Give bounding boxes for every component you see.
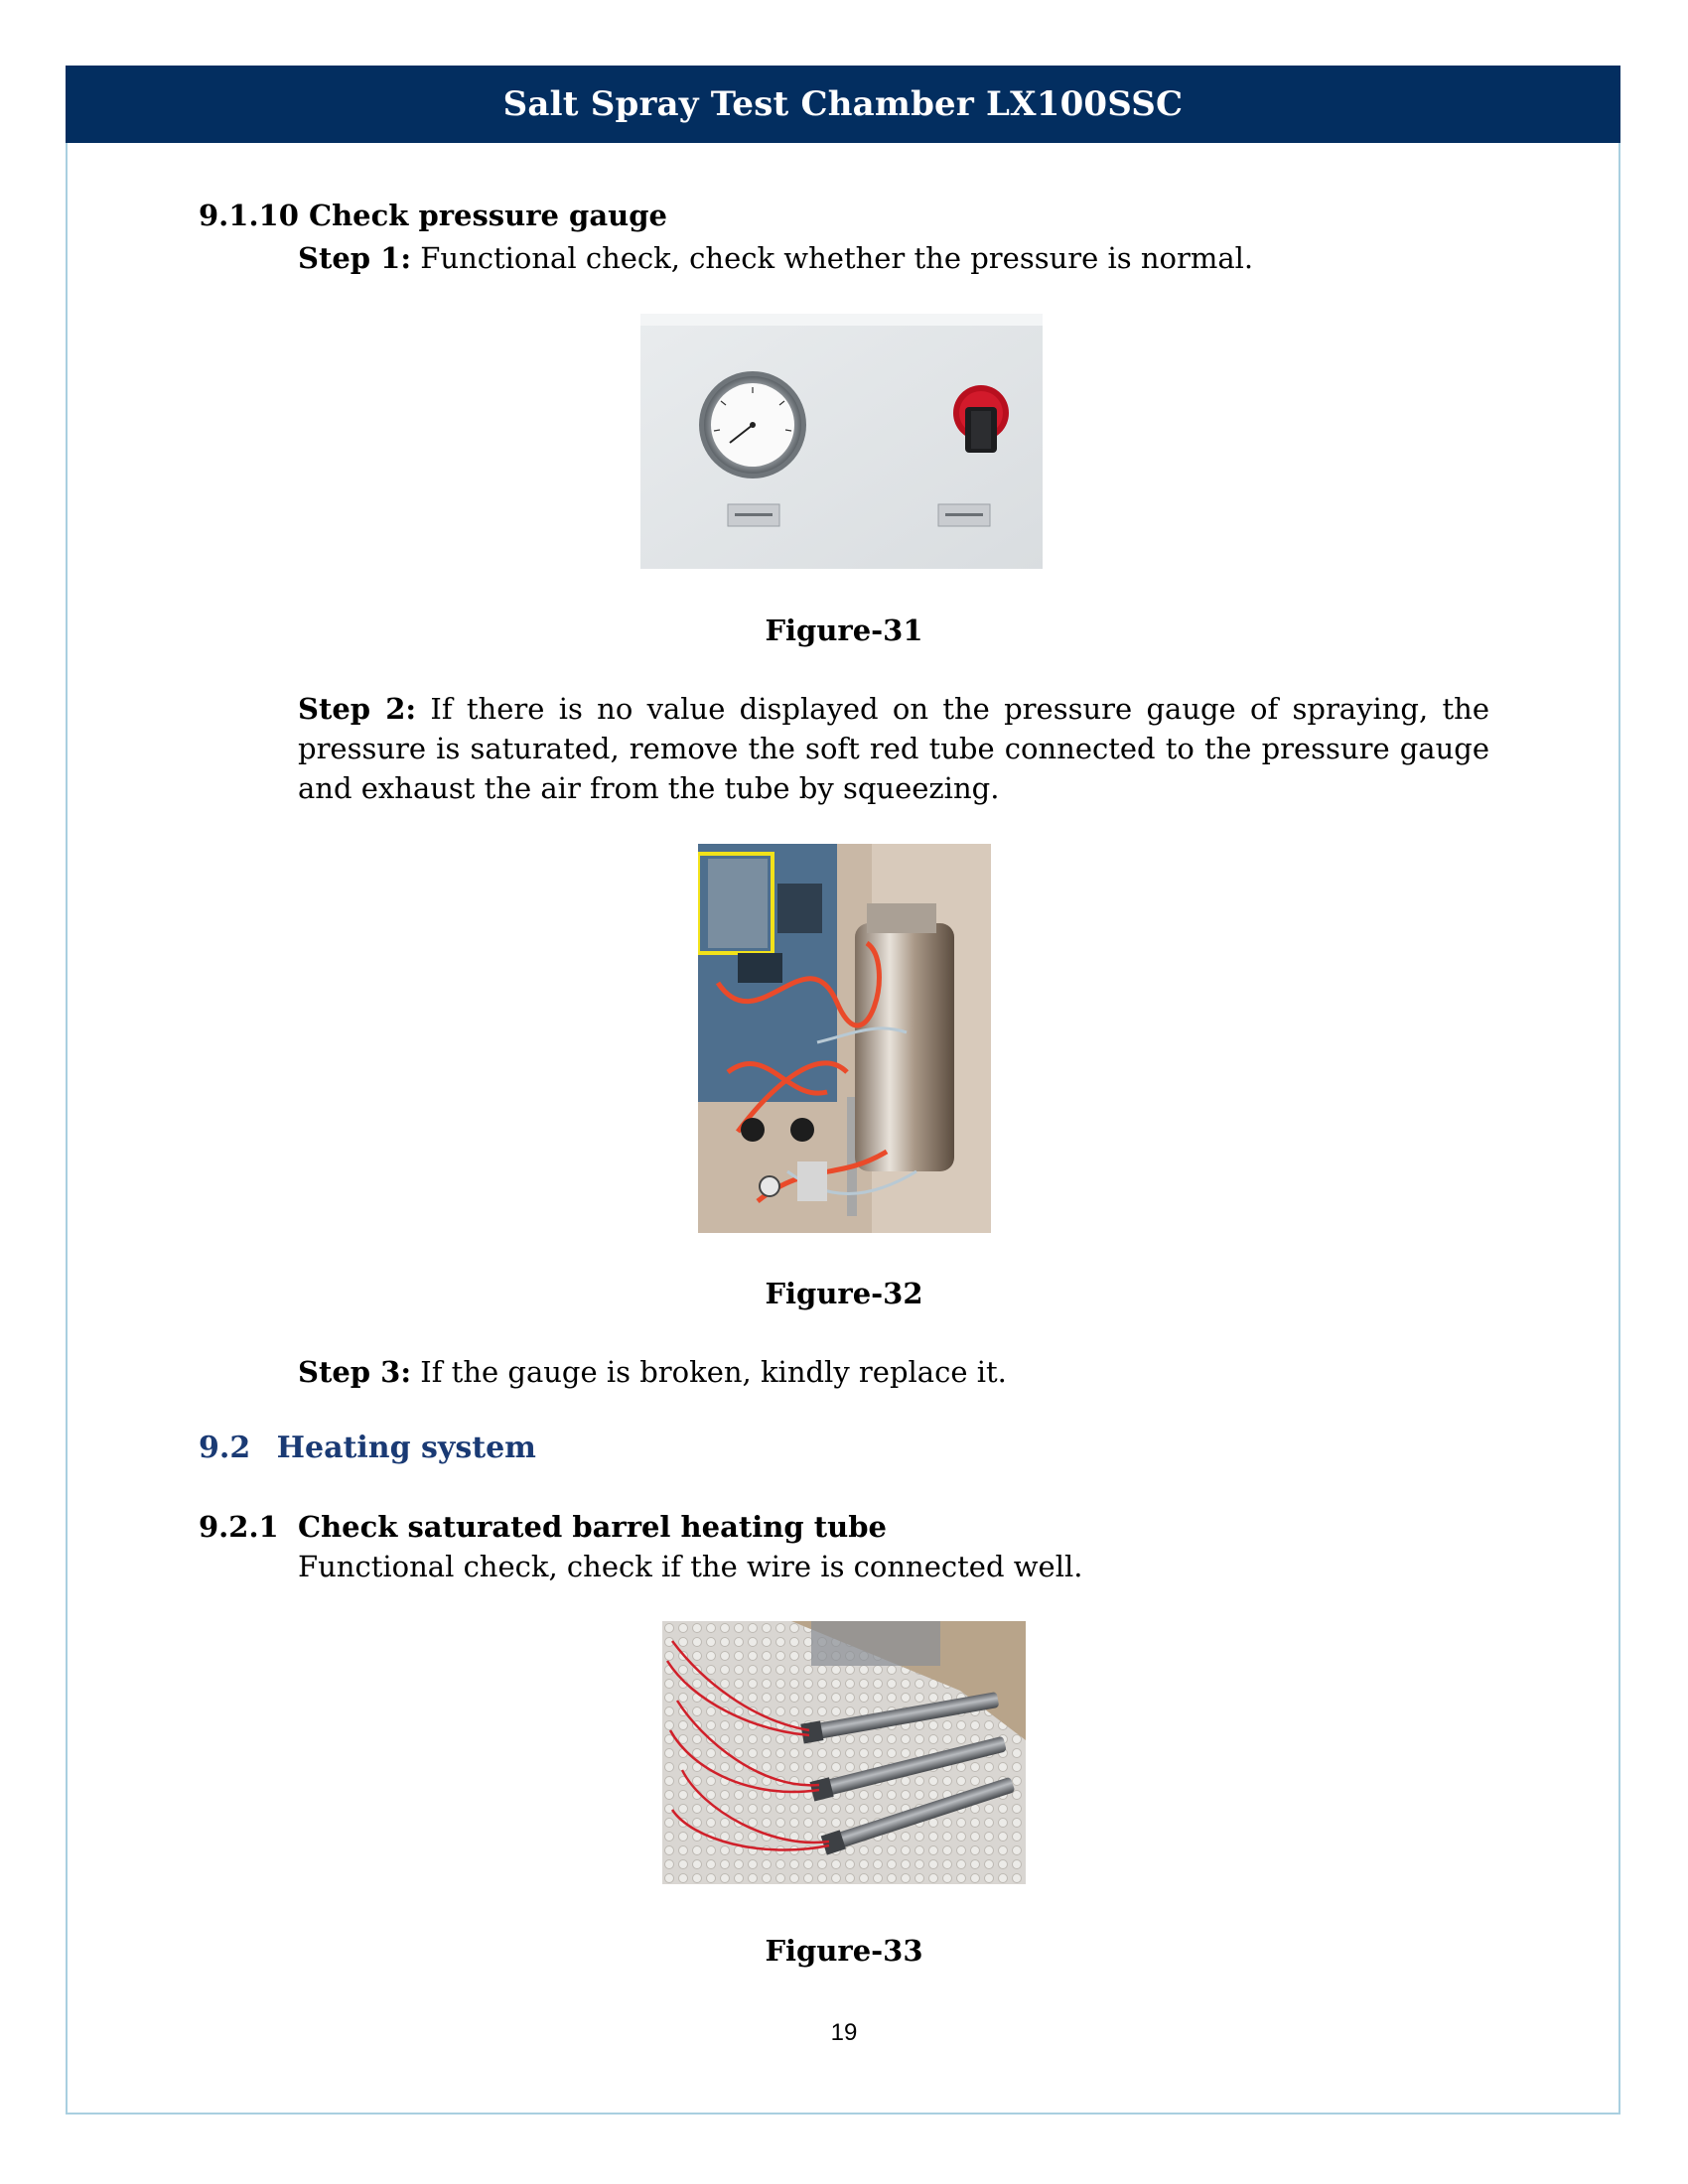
figure-32-caption: Figure-32 [765,1277,923,1310]
section-heading-9-2-1 [199,1510,887,1544]
step-2-label: Step 2: [298,692,417,726]
section-number-9-2-1: 9.2.1 [199,1510,279,1544]
section-title-9-2-1: Check saturated barrel heating tube [298,1510,887,1544]
step-2-text: If there is no value displayed on the pressure gauge of spraying, the pressure is saturated, remove the soft red tube connected to the pressure gauge and exhaust the air from the tube by squeezing. [298,692,1489,805]
page-number: 19 [830,2019,858,2046]
section-heading-9-2 [199,1431,536,1465]
section-heading-9-1-10: 9.1.10 Check pressure gauge [199,199,667,232]
step-3-text: If the gauge is broken, kindly replace it. [411,1355,1007,1389]
section-9-2-1-text: Functional check, check if the wire is connected well. [298,1550,1083,1583]
step-1-label: Step 1: [298,241,412,275]
section-number-9-2: 9.2 [199,1431,251,1465]
step-3-paragraph [298,1352,1489,1392]
figure-31-caption: Figure-31 [765,614,923,647]
figure-33-caption: Figure-33 [765,1934,923,1968]
figure-33-image [662,1621,1026,1884]
step-1-paragraph [298,238,1489,278]
header-bar [66,66,1620,143]
figure-32-image [698,844,991,1233]
figure-31-image [640,314,1043,569]
document-title: Salt Spray Test Chamber LX100SSC [502,84,1184,124]
step-2-paragraph [298,689,1489,808]
step-3-label: Step 3: [298,1355,412,1389]
section-title-9-2: Heating system [276,1431,536,1465]
step-1-text: Functional check, check whether the pressure is normal. [411,241,1254,275]
